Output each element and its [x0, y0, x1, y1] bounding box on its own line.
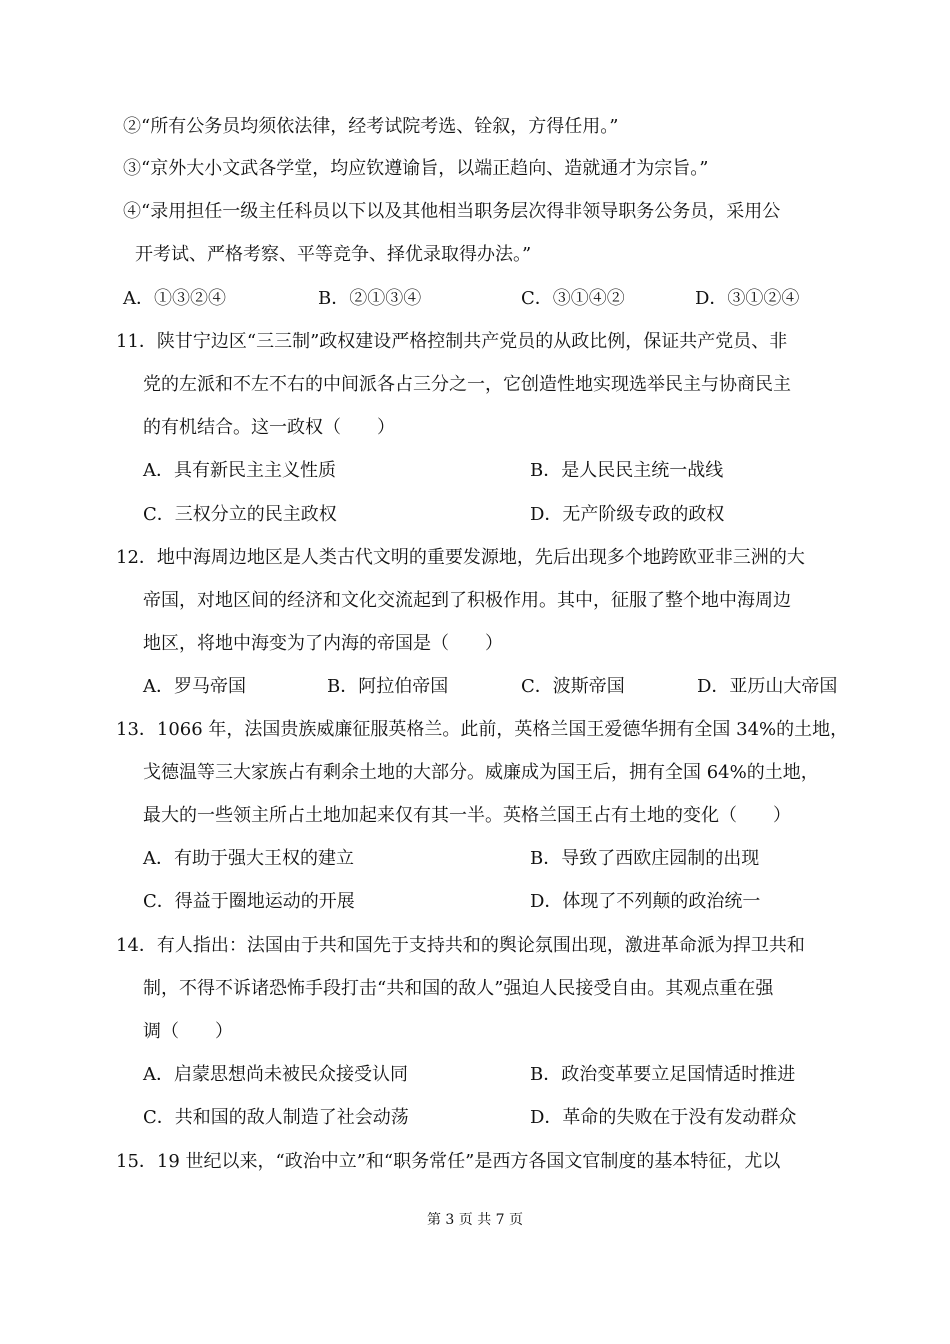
q12-stem-line-3: 地区，将地中海变为了内海的帝国是（ ） — [143, 633, 503, 654]
q14-stem-line-2: 制，不得不诉诸恐怖手段打击“共和国的敌人”强迫人民接受自由。其观点重在强 — [143, 978, 774, 999]
q11-option-b[interactable]: B．是人民民主统一战线 — [530, 460, 724, 481]
q13-stem-line-1: 13．1066 年，法国贵族威廉征服英格兰。此前，英格兰国王爱德华拥有全国 34%的土地， — [116, 719, 849, 740]
q11-stem-line-2: 党的左派和不左不右的中间派各占三分之一，它创造性地实现选举民主与协商民主 — [143, 374, 791, 395]
q13-option-a[interactable]: A．有助于强大王权的建立 — [143, 848, 354, 869]
q14-option-c[interactable]: C．共和国的敌人制造了社会动荡 — [143, 1107, 409, 1128]
q12-option-c[interactable]: C．波斯帝国 — [521, 676, 625, 697]
q10-statement-2: ②“所有公务员均须依法律，经考试院考选、铨叙，方得任用。” — [123, 116, 619, 137]
q13-option-d[interactable]: D．体现了不列颠的政治统一 — [530, 891, 761, 912]
q14-option-a[interactable]: A．启蒙思想尚未被民众接受认同 — [143, 1064, 408, 1085]
q10-option-c[interactable]: C．③①④② — [521, 288, 625, 309]
q14-option-d[interactable]: D．革命的失败在于没有发动群众 — [530, 1107, 797, 1128]
q11-option-d[interactable]: D．无产阶级专政的政权 — [530, 504, 725, 525]
q11-stem-line-1: 11．陕甘宁边区“三三制”政权建设严格控制共产党员的从政比例，保证共产党员、非 — [116, 331, 788, 352]
page-number: 第 3 页 共 7 页 — [426, 1212, 524, 1228]
q14-stem-line-3: 调（ ） — [143, 1021, 233, 1042]
q12-option-b[interactable]: B．阿拉伯帝国 — [327, 676, 449, 697]
q13-option-b[interactable]: B．导致了西欧庄园制的出现 — [530, 848, 760, 869]
q15-stem-line-1: 15．19 世纪以来，“政治中立”和“职务常任”是西方各国文官制度的基本特征，尤以 — [116, 1151, 781, 1172]
q12-stem-line-2: 帝国，对地区间的经济和文化交流起到了积极作用。其中，征服了整个地中海周边 — [143, 590, 791, 611]
q13-stem-line-3: 最大的一些领主所占土地加起来仅有其一半。英格兰国王占有土地的变化（ ） — [143, 805, 791, 826]
q10-option-b[interactable]: B．②①③④ — [318, 288, 422, 309]
q12-stem-line-1: 12．地中海周边地区是人类古代文明的重要发源地，先后出现多个地跨欧亚非三洲的大 — [116, 547, 805, 568]
q11-stem-line-3: 的有机结合。这一政权（ ） — [143, 417, 395, 438]
q14-stem-line-1: 14．有人指出：法国由于共和国先于支持共和的舆论氛围出现，激进革命派为捍卫共和 — [116, 935, 805, 956]
q12-option-a[interactable]: A．罗马帝国 — [143, 676, 246, 697]
q10-statement-4: ④“录用担任一级主任科员以下以及其他相当职务层次得非领导职务公务员，采用公 — [123, 201, 781, 222]
q11-option-c[interactable]: C．三权分立的民主政权 — [143, 504, 337, 525]
q12-option-d[interactable]: D．亚历山大帝国 — [697, 676, 838, 697]
q11-option-a[interactable]: A．具有新民主主义性质 — [143, 460, 336, 481]
q10-option-d[interactable]: D．③①②④ — [695, 288, 800, 309]
q13-option-c[interactable]: C．得益于圈地运动的开展 — [143, 891, 355, 912]
q10-option-a[interactable]: A．①③②④ — [123, 288, 226, 309]
q10-statement-3: ③“京外大小文武各学堂，均应钦遵谕旨，以端正趋向、造就通才为宗旨。” — [123, 158, 709, 179]
q14-option-b[interactable]: B．政治变革要立足国情适时推进 — [530, 1064, 796, 1085]
q10-statement-4-cont: 开考试、严格考察、平等竞争、择优录取得办法。” — [135, 244, 532, 265]
q13-stem-line-2: 戈德温等三大家族占有剩余土地的大部分。威廉成为国王后，拥有全国 64%的土地， — [143, 762, 819, 783]
